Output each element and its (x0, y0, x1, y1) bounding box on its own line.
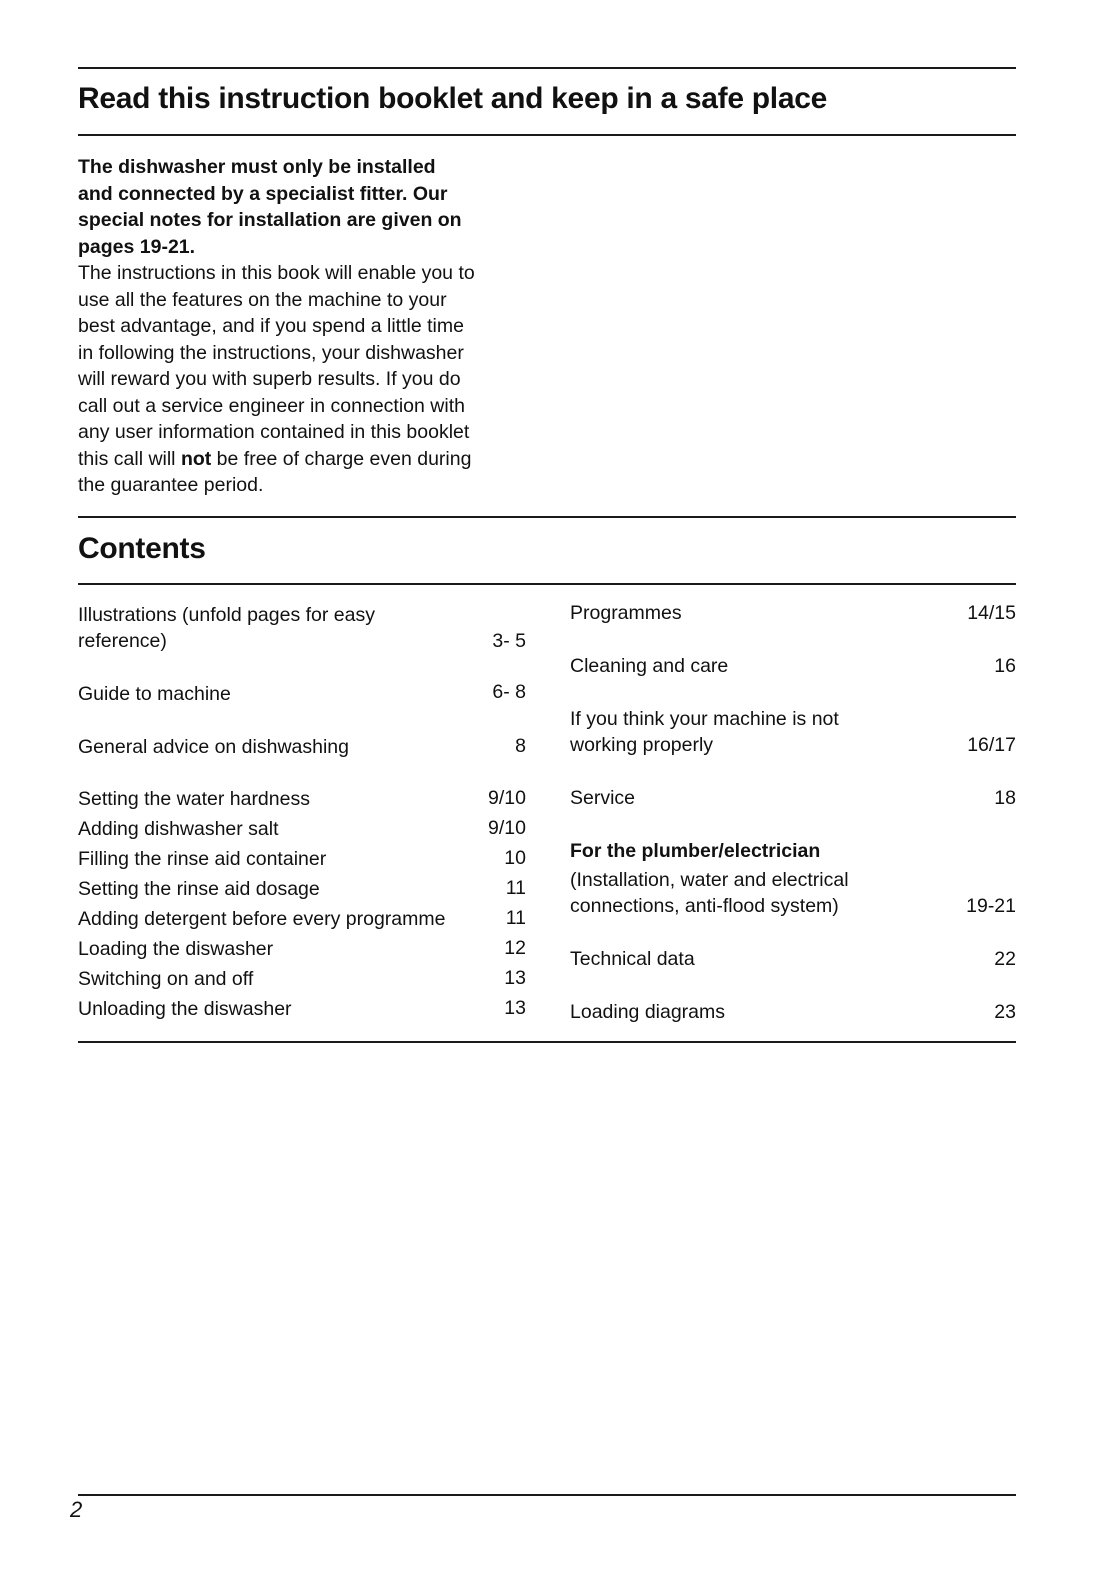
toc-entry-label: Cleaning and care (570, 655, 729, 677)
toc-entry-page: 11 (505, 877, 526, 899)
toc-entry-label: working properly (570, 734, 714, 756)
toc-entry-page: 10 (504, 847, 526, 869)
toc-entry-page: 9/10 (488, 787, 526, 809)
intro-body-line: call out a service engineer in connection with (78, 394, 465, 417)
toc-entry-label: Setting the water hardness (78, 788, 310, 810)
toc-entry-label: Programmes (570, 602, 682, 624)
intro-text-before-not: this call will (78, 447, 181, 470)
toc-entry[interactable] (570, 946, 1016, 972)
toc-entry-label: Service (570, 787, 636, 809)
toc-entry[interactable] (78, 681, 526, 707)
contents-top-rule (78, 516, 1016, 518)
toc-entry-page: 18 (994, 787, 1016, 809)
intro-bold-line: pages 19-21. (78, 235, 196, 258)
toc-entry-page: 23 (994, 1001, 1016, 1023)
toc-entry[interactable] (78, 846, 526, 872)
toc-entry-label: Switching on and off (78, 968, 254, 990)
toc-entry-label: connections, anti-flood system) (570, 895, 839, 917)
title-underline-rule (78, 134, 1016, 136)
intro-body-line: will reward you with superb results. If you do (78, 368, 461, 390)
intro-body-line-not (78, 446, 538, 473)
toc-entry-page: 6- 8 (492, 681, 526, 703)
intro-text-after-not: be free of charge even during (211, 447, 472, 470)
toc-entry-page: 19-21 (966, 895, 1016, 917)
intro-body-line: any user information contained in this booklet (78, 421, 470, 443)
toc-entry-label: Loading the diswasher (78, 938, 274, 960)
toc-entry-label: Setting the rinse aid dosage (78, 878, 320, 900)
toc-entry-label: Loading diagrams (570, 1001, 726, 1023)
toc-entry[interactable] (570, 999, 1016, 1025)
toc-entry[interactable] (78, 996, 526, 1022)
toc-entry[interactable] (78, 734, 526, 760)
toc-entry-label: reference) (78, 630, 167, 652)
toc-entry[interactable] (570, 867, 1016, 919)
toc-entry-page: 9/10 (488, 817, 526, 839)
toc-entry[interactable] (570, 653, 1016, 679)
toc-entry[interactable] (570, 706, 1016, 758)
toc-right-column (570, 600, 1016, 1030)
toc-entry[interactable] (78, 602, 526, 654)
page-title: Read this instruction booklet and keep in a safe place (78, 82, 827, 115)
toc-entry-page: 14/15 (967, 602, 1016, 624)
toc-entry[interactable] (78, 936, 526, 962)
toc-entry[interactable] (570, 600, 1016, 626)
toc-entry[interactable] (570, 785, 1016, 811)
contents-bottom-rule (78, 1041, 1016, 1043)
toc-entry-label: Illustrations (unfold pages for easy (78, 604, 375, 626)
toc-entry-label: Filling the rinse aid container (78, 848, 327, 870)
toc-entry-page: 16/17 (967, 734, 1016, 756)
intro-bold-line: and connected by a specialist fitter. Our (78, 182, 448, 205)
toc-entry-page: 12 (504, 937, 526, 959)
toc-entry-page: 22 (994, 948, 1016, 970)
toc-entry-page: 8 (515, 735, 526, 757)
toc-entry[interactable] (78, 876, 526, 902)
toc-entry[interactable] (78, 906, 526, 932)
footer-rule (78, 1494, 1016, 1496)
intro-paragraph (78, 154, 538, 499)
toc-entry[interactable] (78, 786, 526, 812)
toc-entry-page: 3- 5 (492, 630, 526, 652)
intro-bold-line: The dishwasher must only be installed (78, 156, 436, 178)
toc-entry-label: (Installation, water and electrical (570, 869, 849, 891)
contents-title: Contents (78, 532, 206, 565)
toc-entry-label: Guide to machine (78, 683, 231, 705)
intro-body-line: best advantage, and if you spend a little time (78, 315, 464, 337)
toc-entry-label: If you think your machine is not (570, 708, 839, 730)
toc-entry-page: 16 (994, 655, 1016, 677)
toc-entry[interactable] (78, 966, 526, 992)
toc-section-heading-label: For the plumber/electrician (570, 840, 821, 862)
toc-entry[interactable] (78, 816, 526, 842)
intro-bold-line: special notes for installation are given on (78, 209, 462, 231)
toc-entry-label: Unloading the diswasher (78, 998, 292, 1020)
toc-entry-page: 11 (505, 907, 526, 929)
toc-entry-label: Adding dishwasher salt (78, 818, 279, 840)
intro-body-line: The instructions in this book will enable you to (78, 262, 475, 284)
intro-body-line: in following the instructions, your dishwasher (78, 341, 464, 364)
intro-body-line: use all the features on the machine to your (78, 288, 447, 311)
toc-entry-label: Adding detergent before every programme (78, 908, 446, 930)
toc-section-heading (570, 838, 1016, 864)
page-number: 2 (70, 1497, 83, 1522)
toc-entry-page: 13 (504, 967, 526, 989)
contents-underline-rule (78, 583, 1016, 585)
intro-body-line: the guarantee period. (78, 474, 264, 496)
toc-left-column (78, 602, 526, 1032)
toc-entry-label: Technical data (570, 948, 695, 970)
toc-entry-label: General advice on dishwashing (78, 736, 350, 758)
toc-entry-page: 13 (504, 997, 526, 1019)
intro-not-emphasis: not (180, 447, 212, 470)
top-rule (78, 67, 1016, 69)
